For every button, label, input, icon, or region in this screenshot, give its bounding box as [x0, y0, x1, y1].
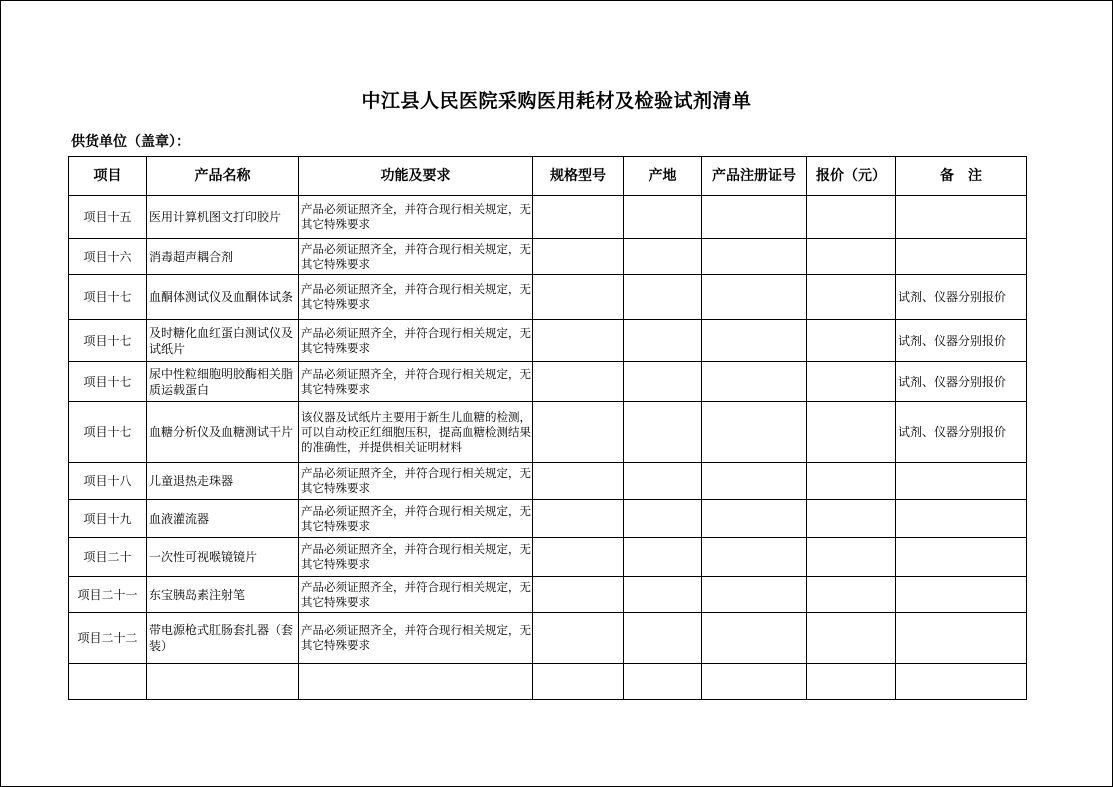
cell-product-name: [147, 664, 299, 700]
cell-product-name: 儿童退热走珠器: [147, 463, 299, 500]
cell-price: [807, 463, 896, 500]
supplier-label: 供货单位（盖章）：: [71, 134, 190, 150]
cell-project: 项目十九: [69, 500, 147, 538]
cell-product-name: 血酮体测试仪及血酮体试条: [147, 275, 299, 320]
cell-function: 产品必须证照齐全，并符合现行相关规定，无其它特殊要求: [299, 538, 533, 577]
header-project: 项目: [69, 157, 147, 196]
cell-reg-no: [702, 239, 807, 275]
cell-project: 项目十六: [69, 239, 147, 275]
cell-reg-no: [702, 538, 807, 577]
cell-price: [807, 613, 896, 664]
cell-product-name: 东宝胰岛素注射笔: [147, 577, 299, 613]
cell-price: [807, 402, 896, 463]
cell-origin: [624, 500, 702, 538]
cell-reg-no: [702, 196, 807, 239]
header-note: 备 注: [896, 157, 1027, 196]
cell-price: [807, 577, 896, 613]
cell-product-name: 及时糖化血红蛋白测试仪及试纸片: [147, 320, 299, 362]
table-row: [69, 463, 1027, 500]
cell-project: 项目二十一: [69, 577, 147, 613]
cell-note: 试剂、仪器分别报价: [896, 362, 1027, 402]
table-row: [69, 500, 1027, 538]
cell-reg-no: [702, 402, 807, 463]
header-origin: 产地: [624, 157, 702, 196]
cell-function: 产品必须证照齐全，并符合现行相关规定，无其它特殊要求: [299, 362, 533, 402]
cell-note: 试剂、仪器分别报价: [896, 275, 1027, 320]
header-reg-no: 产品注册证号: [702, 157, 807, 196]
cell-product-name: 医用计算机图文打印胶片: [147, 196, 299, 239]
table-row: [69, 613, 1027, 664]
cell-origin: [624, 320, 702, 362]
cell-function: 产品必须证照齐全，并符合现行相关规定，无其它特殊要求: [299, 613, 533, 664]
cell-spec: [533, 613, 624, 664]
cell-origin: [624, 275, 702, 320]
cell-spec: [533, 196, 624, 239]
cell-reg-no: [702, 275, 807, 320]
cell-origin: [624, 664, 702, 700]
cell-note: [896, 500, 1027, 538]
cell-spec: [533, 402, 624, 463]
cell-price: [807, 196, 896, 239]
cell-reg-no: [702, 664, 807, 700]
cell-function: 该仪器及试纸片主要用于新生儿血糖的检测，可以自动校正红细胞压积，提高血糖检测结果的准确性，并提供相关证明材料: [299, 402, 533, 463]
cell-origin: [624, 402, 702, 463]
cell-project: 项目二十: [69, 538, 147, 577]
cell-project: 项目二十二: [69, 613, 147, 664]
header-product-name: 产品名称: [147, 157, 299, 196]
cell-origin: [624, 577, 702, 613]
cell-note: [896, 463, 1027, 500]
cell-price: [807, 538, 896, 577]
cell-spec: [533, 664, 624, 700]
cell-origin: [624, 538, 702, 577]
cell-reg-no: [702, 577, 807, 613]
cell-product-name: 尿中性粒细胞明胶酶相关脂质运载蛋白: [147, 362, 299, 402]
cell-function: 产品必须证照齐全，并符合现行相关规定，无其它特殊要求: [299, 196, 533, 239]
cell-spec: [533, 239, 624, 275]
cell-note: [896, 664, 1027, 700]
cell-price: [807, 664, 896, 700]
cell-project: 项目十七: [69, 402, 147, 463]
cell-price: [807, 239, 896, 275]
cell-spec: [533, 320, 624, 362]
cell-origin: [624, 613, 702, 664]
document-title: 中江县人民医院采购医用耗材及检验试剂清单: [361, 90, 752, 112]
cell-reg-no: [702, 320, 807, 362]
cell-spec: [533, 577, 624, 613]
cell-product-name: 血液灌流器: [147, 500, 299, 538]
header-spec: 规格型号: [533, 157, 624, 196]
cell-function: 产品必须证照齐全，并符合现行相关规定，无其它特殊要求: [299, 275, 533, 320]
table-row: [69, 538, 1027, 577]
header-price: 报价（元）: [807, 157, 896, 196]
table-header-row: [69, 157, 1027, 196]
cell-reg-no: [702, 500, 807, 538]
cell-spec: [533, 500, 624, 538]
cell-price: [807, 275, 896, 320]
cell-product-name: 一次性可视喉镜镜片: [147, 538, 299, 577]
table-row: [69, 320, 1027, 362]
cell-function: 产品必须证照齐全，并符合现行相关规定，无其它特殊要求: [299, 239, 533, 275]
table-row: [69, 402, 1027, 463]
cell-project: [69, 664, 147, 700]
cell-product-name: 消毒超声耦合剂: [147, 239, 299, 275]
cell-price: [807, 320, 896, 362]
cell-spec: [533, 463, 624, 500]
cell-origin: [624, 239, 702, 275]
cell-note: [896, 538, 1027, 577]
cell-product-name: 带电源枪式肛肠套扎器（套装）: [147, 613, 299, 664]
cell-function: 产品必须证照齐全，并符合现行相关规定，无其它特殊要求: [299, 463, 533, 500]
cell-reg-no: [702, 463, 807, 500]
table-row: [69, 196, 1027, 239]
header-function: 功能及要求: [299, 157, 533, 196]
table-row: [69, 239, 1027, 275]
cell-origin: [624, 196, 702, 239]
cell-price: [807, 362, 896, 402]
cell-spec: [533, 538, 624, 577]
cell-note: 试剂、仪器分别报价: [896, 402, 1027, 463]
cell-note: [896, 239, 1027, 275]
cell-note: 试剂、仪器分别报价: [896, 320, 1027, 362]
cell-project: 项目十七: [69, 275, 147, 320]
cell-spec: [533, 362, 624, 402]
cell-reg-no: [702, 362, 807, 402]
cell-project: 项目十七: [69, 362, 147, 402]
table-row: [69, 275, 1027, 320]
cell-origin: [624, 463, 702, 500]
table-row: [69, 362, 1027, 402]
cell-price: [807, 500, 896, 538]
cell-product-name: 血糖分析仪及血糖测试干片: [147, 402, 299, 463]
table-row: [69, 577, 1027, 613]
cell-function: 产品必须证照齐全，并符合现行相关规定，无其它特殊要求: [299, 320, 533, 362]
table-row: [69, 664, 1027, 700]
cell-project: 项目十七: [69, 320, 147, 362]
cell-function: [299, 664, 533, 700]
cell-function: 产品必须证照齐全，并符合现行相关规定，无其它特殊要求: [299, 577, 533, 613]
cell-origin: [624, 362, 702, 402]
cell-project: 项目十八: [69, 463, 147, 500]
cell-reg-no: [702, 613, 807, 664]
cell-spec: [533, 275, 624, 320]
table-body: [69, 196, 1027, 700]
cell-note: [896, 577, 1027, 613]
procurement-table: [68, 156, 1027, 700]
cell-project: 项目十五: [69, 196, 147, 239]
cell-function: 产品必须证照齐全，并符合现行相关规定，无其它特殊要求: [299, 500, 533, 538]
cell-note: [896, 613, 1027, 664]
cell-note: [896, 196, 1027, 239]
